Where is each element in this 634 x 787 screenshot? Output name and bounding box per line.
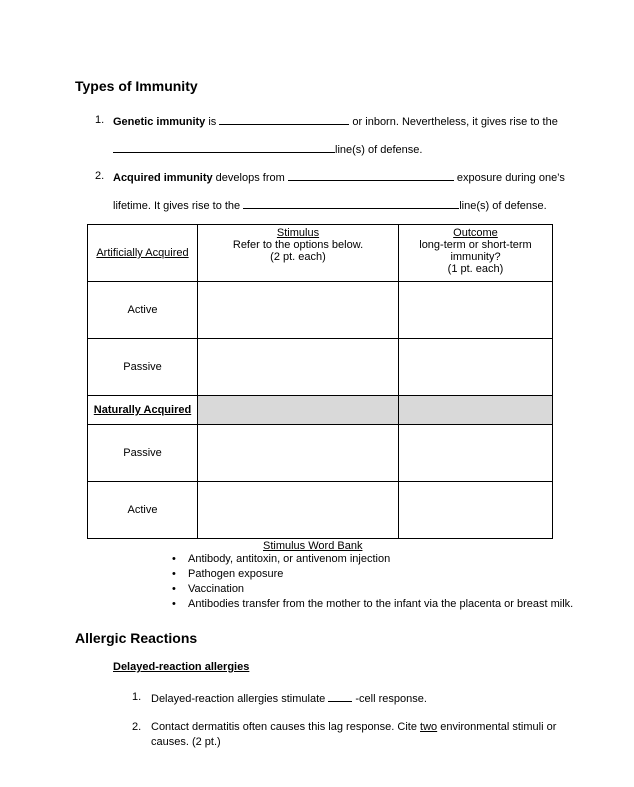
outcome-line-3: (1 pt. each) [447,263,504,275]
bullet-icon: • [172,583,176,595]
q1-blank-2[interactable] [113,142,335,153]
row-label-active: Active [88,482,198,539]
outcome-line-1: long-term or short-term [419,239,532,251]
shaded-cell [399,396,553,425]
row-label-active: Active [88,282,198,339]
header-stimulus [198,225,399,282]
table-header-row [88,225,553,282]
q1-pre-text: is [205,116,220,128]
q1-blank-1[interactable] [219,114,349,125]
table-row [88,425,553,482]
list-item: • Pathogen exposure [172,568,284,580]
header-outcome [399,225,553,282]
stimulus-line-2: (2 pt. each) [270,251,326,263]
q1-mid-text: or inborn. Nevertheless, it gives rise to the [352,116,558,128]
shaded-cell [198,396,399,425]
list-item: • Vaccination [172,583,245,595]
stimulus-title: Stimulus [276,227,320,239]
q2-mid-text: exposure during one’s [456,172,565,184]
section-title-allergic-reactions: Allergic Reactions [75,630,198,646]
outcome-cell-natural-active[interactable] [399,482,553,539]
section-title-types-of-immunity: Types of Immunity [75,78,198,94]
word-bank-list [172,552,573,612]
stimulus-line-1: Refer to the options below. [232,239,364,251]
aq1-blank[interactable] [328,691,352,702]
stimulus-cell-artificial-active[interactable] [198,282,399,339]
list-item: • Antibody, antitoxin, or antivenom injection [172,553,391,565]
outcome-cell-artificial-active[interactable] [399,282,553,339]
outcome-line-2: immunity? [450,251,501,263]
table-row [88,482,553,539]
question-1-number: 1. [95,114,105,126]
table-row [88,282,553,339]
q2-pre-text: develops from [212,172,288,184]
question-2-line-2 [113,198,547,212]
allergy-question-1-number: 1. [132,691,142,703]
table-row-naturally-acquired [88,396,553,425]
allergy-question-2-line-2: causes. (2 pt.) [151,736,221,748]
stimulus-cell-artificial-passive[interactable] [198,339,399,396]
question-1-line-1 [113,114,558,128]
aq2-pre: Contact dermatitis often causes this lag response. Cite [151,721,421,733]
stimulus-cell-natural-active[interactable] [198,482,399,539]
q2-end-text: line(s) of defense. [459,200,547,212]
aq2-underlined: two [420,721,438,733]
row-label-passive: Passive [88,339,198,396]
aq1-pre: Delayed-reaction allergies stimulate [151,693,329,705]
question-1-line-2 [113,142,422,156]
acquired-immunity-term: Acquired immunity [113,172,213,184]
row-label-passive: Passive [88,425,198,482]
allergy-question-1 [151,691,427,705]
genetic-immunity-term: Genetic immunity [113,116,206,128]
list-item: • Antibodies transfer from the mother to the infant via the placenta or breast milk. [172,598,574,610]
bullet-icon: • [172,553,176,565]
outcome-cell-natural-passive[interactable] [399,425,553,482]
aq1-post: -cell response. [352,693,427,705]
allergy-question-2-number: 2. [132,721,142,733]
question-2-line-1 [113,170,565,184]
subtitle-delayed-reaction-allergies: Delayed-reaction allergies [113,661,250,673]
q2-blank-2[interactable] [243,198,459,209]
aq2-post: environmental stimuli or [437,721,557,733]
bullet-icon: • [172,568,176,580]
table-row [88,339,553,396]
q2-blank-1[interactable] [288,170,454,181]
question-2-number: 2. [95,170,105,182]
immunity-table [87,224,553,539]
outcome-title: Outcome [453,227,498,239]
header-naturally-acquired: Naturally Acquired [88,396,198,425]
outcome-cell-artificial-passive[interactable] [399,339,553,396]
q1-end-text: line(s) of defense. [335,144,423,156]
word-bank-title: Stimulus Word Bank [263,540,363,552]
allergy-question-2-line-1 [151,721,556,733]
q2-line2-pre: lifetime. It gives rise to the [113,200,241,212]
header-artificially-acquired: Artificially Acquired [88,225,198,282]
bullet-icon: • [172,598,176,610]
stimulus-cell-natural-passive[interactable] [198,425,399,482]
